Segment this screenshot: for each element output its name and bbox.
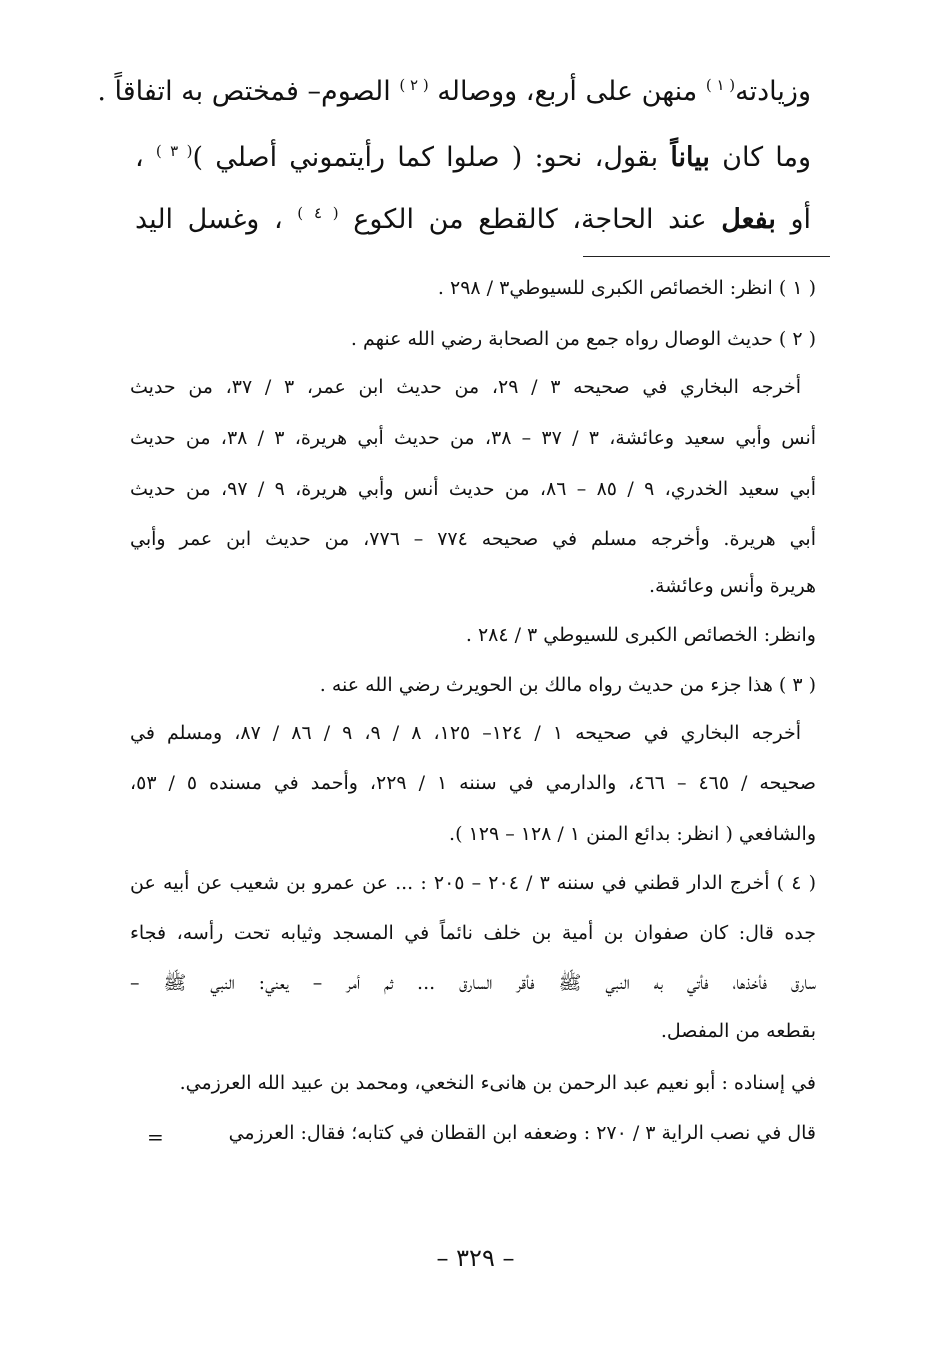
main-text-segment: منهن على أربع، ووصاله (428, 76, 706, 107)
footnote-4-line: ( ٤ ) أخرج الدار قطني في سننه ٣ / ٢٠٤ – ٢٠٥ : ... عن عمرو بن شعيب عن أبيه عن (130, 872, 816, 894)
footnote-4-line: جده قال: كان صفوان بن أمية بن خلف نائماً في المسجد وثيابه تحت رأسه، فجاء (130, 922, 816, 944)
main-text-segment: بقول، نحو: ( صلوا كما رأيتموني أصلي ) (192, 142, 671, 173)
footnote-4-line: في إسناده : أبو نعيم عبد الرحمن بن هانىء النخعي، ومحمد بن عبيد الله العرزمي. (179, 1072, 816, 1094)
main-text-line-1 (97, 72, 811, 112)
footnote-4-line: قال في نصب الراية ٣ / ٢٧٠ : وضعفه ابن القطان في كتابه؛ فقال: العرزمي (228, 1122, 816, 1144)
footnote-2-line: أبي سعيد الخدري، ٩ / ٨٥ – ٨٦، من حديث أنس وأبي هريرة، ٩ / ٩٧، من حديث (130, 478, 816, 500)
footnote-ref-3: ( ٣ ) (155, 142, 193, 160)
footnote-2-line: أنس وأبي سعيد وعائشة، ٣ / ٣٧ – ٣٨، من حديث أبي هريرة، ٣ / ٣٨، من حديث (130, 427, 817, 449)
main-text-segment: أو (775, 204, 812, 235)
footnote-4-line: بقطعه من المفصل. (660, 1020, 816, 1042)
footnote-1: ( ١ ) انظر: الخصائص الكبرى للسيوطي٣ / ٢٩٨ . (437, 277, 816, 299)
footnote-3-line: أخرجه البخاري في صحيحه ١ / ١٢٤– ١٢٥، ٨ / ٩، ٩ / ٨٦ / ٨٧، ومسلم في (130, 722, 802, 744)
bold-term: بفعل (721, 204, 776, 235)
footnote-ref-4: ( ٤ ) (297, 204, 339, 222)
footnote-2-title: ( ٢ ) حديث الوصال رواه جمع من الصحابة رضي الله عنهم . (350, 328, 816, 350)
footnote-3-title: ( ٣ ) هذا جزء من حديث رواه مالك بن الحويرث رضي الله عنه . (319, 674, 816, 696)
footnote-3-line: والشافعي ( انظر: بدائع المنن ١ / ١٢٨ – ١٢٩ ). (449, 823, 816, 845)
main-text-segment: عند الحاجة، كالقطع من الكوع (338, 204, 722, 235)
main-text-segment: وزيادته (735, 76, 811, 107)
footnote-4-line: سارق فأخذها، فأتي به النبي ﷺ فأقر السارق ... ثم أمر – يعني: النبي ﷺ – (130, 972, 816, 994)
footnote-2-line: هريرة وأنس وعائشة. (648, 575, 816, 597)
footnote-separator (583, 256, 830, 257)
footnote-2-line: أبي هريرة. وأخرجه مسلم في صحيحه ٧٧٤ – ٧٧٦، من حديث ابن عمر وأبي (130, 528, 816, 550)
footnote-3-line: صحيحه / ٤٦٥ – ٤٦٦، والدارمي في سننه ١ / ٢٢٩، وأحمد في مسنده ٥ / ٥٣، (130, 772, 816, 794)
page-number: – ٣٢٩ – (436, 1244, 515, 1272)
main-text-segment: وما كان (709, 142, 812, 173)
continuation-mark: = (147, 1125, 164, 1149)
main-text-line-2 (135, 138, 811, 178)
footnote-2-line: أخرجه البخاري في صحيحه ٣ / ٢٩، من حديث ابن عمر، ٣ / ٣٧، من حديث (130, 376, 801, 398)
main-text-segment: ، (135, 142, 156, 173)
footnote-2-line: وانظر: الخصائص الكبرى للسيوطي ٣ / ٢٨٤ . (465, 624, 816, 646)
main-text-segment: الصوم– فمختص به اتفاقاً . (97, 76, 400, 107)
footnote-ref-1: ( ١ ) (705, 76, 736, 94)
main-text-line-3 (135, 200, 811, 240)
main-text-segment: ، وغسل اليد (135, 204, 298, 235)
bold-term: بياناً (670, 142, 710, 173)
footnote-ref-2: ( ٢ ) (399, 76, 429, 94)
